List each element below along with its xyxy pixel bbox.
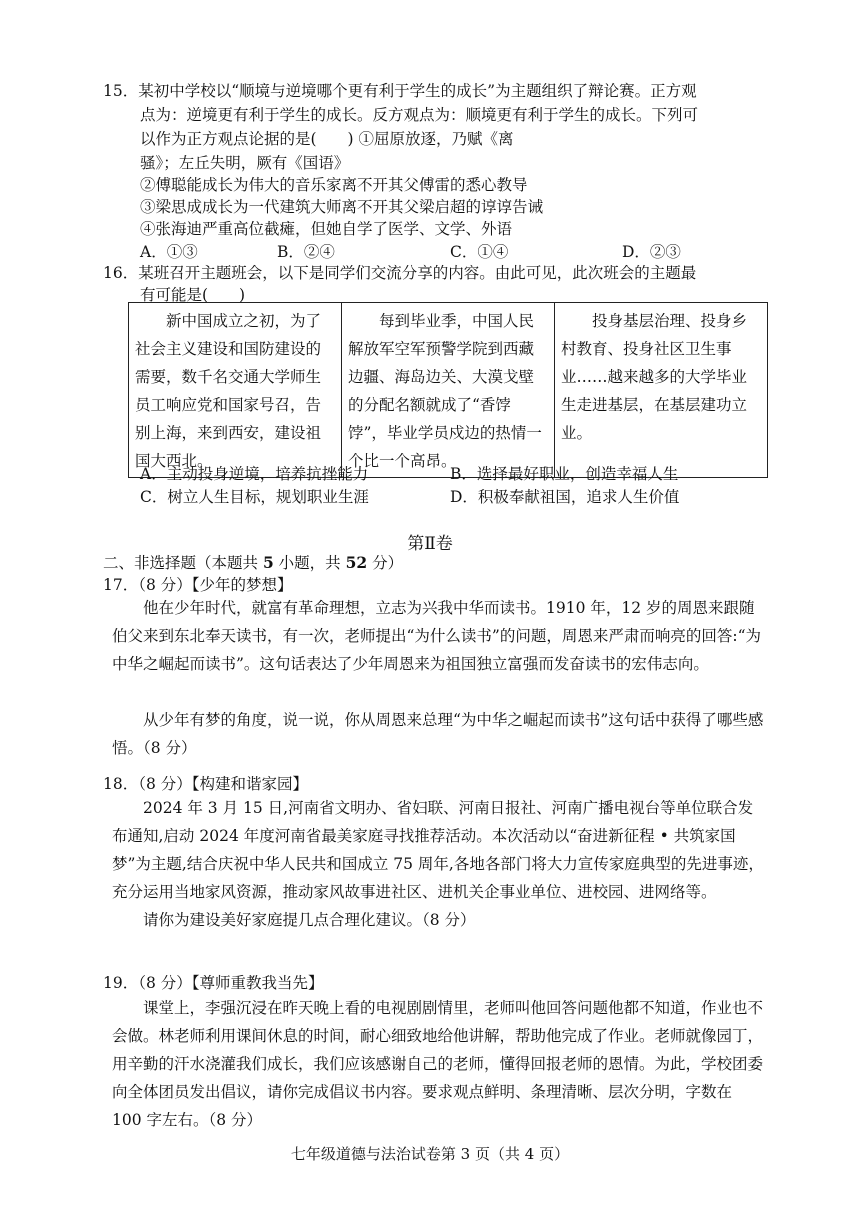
- q16-line1: 16．某班召开主题班会，以下是同学们交流分享的内容。由此可见，此次班会的主题最: [103, 264, 697, 282]
- q16-material-table: [128, 302, 768, 478]
- q15-line1: 15．某初中学校以“顺境与逆境哪个更有利于学生的成长”为主题组织了辩论赛。正方观: [103, 82, 697, 100]
- q15-line4: 骚》；左丘失明，厥有《国语》: [140, 154, 350, 172]
- q16-material-cell-1: 新中国成立之初，为了社会主义建设和国防建设的需要，数千名交通大学师生员工响应党和国家号召，告别上海，来到西安，建设祖国大西北。: [129, 303, 342, 478]
- section-question-count: 5: [262, 553, 274, 572]
- section-heading-c: 分）: [367, 554, 404, 572]
- q16-material-cell-3: 投身基层治理、投身乡村教育、投身社区卫生事业……越来越多的大学毕业生走进基层，在基层建功立业。: [555, 303, 768, 478]
- page-footer: 七年级道德与法治试卷第 3 页（共 4 页）: [290, 1145, 570, 1163]
- section-heading-b: 小题，共: [273, 554, 346, 572]
- q15-option-b[interactable]: B．②④: [277, 243, 335, 261]
- q16-option-c[interactable]: C．树立人生目标，规划职业生涯: [140, 488, 369, 506]
- q16-option-a[interactable]: A．主动投身逆境，培养抗挫能力: [140, 465, 369, 483]
- q15-line7: ④张海迪严重高位截瘫，但她自学了医学、文学、外语: [140, 220, 513, 238]
- q18-heading: 18．（8 分）【构建和谐家园】: [103, 775, 309, 793]
- section-total-score: 52: [345, 553, 368, 572]
- q18-paragraph-1: 2024 年 3 月 15 日,河南省文明办、省妇联、河南日报社、河南广播电视台等单位联合发布通知,启动 2024 年度河南省最美家庭寻找推荐活动。本次活动以“奋进新征程 • 共筑家国梦”为主题,结合庆祝中华人民共和国成立 75 周年,各地各部门将大力宣传家庭典型的先进事迹，充分运用当地家风资源，推动家风故事进社区、进机关企事业单位、进校园、进网络等。: [112, 799, 764, 901]
- q16-option-d[interactable]: D．积极奉献祖国，追求人生价值: [450, 488, 680, 506]
- q15-line2: 点为：逆境更有利于学生的成长。反方观点为：顺境更有利于学生的成长。下列可: [140, 106, 699, 124]
- q17-paragraph-1: 他在少年时代，就富有革命理想，立志为兴我中华而读书。1910 年，12 岁的周恩来跟随伯父来到东北奉天读书，有一次，老师提出“为什么读书”的问题，周恩来严肃而响亮的回答:“为中华之崛起而读书”。这句话表达了少年周恩来为祖国独立富强而发奋读书的宏伟志向。: [112, 599, 761, 673]
- q15-option-d[interactable]: D．②③: [622, 243, 681, 261]
- q16-option-b[interactable]: B．选择最好职业，创造幸福人生: [450, 465, 679, 483]
- q15-line3: 以作为正方观点论据的是( ) ①屈原放逐，乃赋《离: [140, 130, 514, 148]
- q17-heading: 17．（8 分）【少年的梦想】: [103, 576, 293, 594]
- q15-option-a[interactable]: A．①③: [140, 243, 198, 261]
- part2-title: 第Ⅱ卷: [407, 534, 453, 554]
- section-heading: [103, 552, 403, 574]
- section-heading-a: 二、非选择题（本题共: [103, 554, 263, 572]
- q15-option-c[interactable]: C．①④: [450, 243, 509, 261]
- q16-material-cell-2: 每到毕业季，中国人民解放军空军预警学院到西藏边疆、海岛边关、大漠戈壁的分配名额就成了“香饽饽”，毕业学员戍边的热情一个比一个高昂。: [342, 303, 555, 478]
- q16-line2: 有可能是( ): [140, 286, 246, 304]
- q18-prompt: 请你为建设美好家庭提几点合理化建议。（8 分）: [143, 911, 476, 929]
- q15-line5: ②傅聪能成长为伟大的音乐家离不开其父傅雷的悉心教导: [140, 176, 528, 194]
- q17-prompt: 从少年有梦的角度，说一说，你从周恩来总理“为中华之崛起而读书”这句话中获得了哪些感悟。（8 分）: [112, 711, 764, 757]
- q19-heading: 19．（8 分）【尊师重教我当先】: [103, 974, 324, 992]
- q15-line6: ③梁思成成长为一代建筑大师离不开其父梁启超的谆谆告诫: [140, 198, 544, 216]
- q19-paragraph-1: 课堂上，李强沉浸在昨天晚上看的电视剧剧情里，老师叫他回答问题他都不知道，作业也不会做。林老师利用课间休息的时间，耐心细致地给他讲解，帮助他完成了作业。老师就像园丁，用辛勤的汗水浇灌我们成长，我们应该感谢自己的老师，懂得回报老师的恩情。为此，学校团委向全体团员发出倡议，请你完成倡议书内容。要求观点鲜明、条理清晰、层次分明，字数在 100 字左右。（8 分）: [112, 999, 764, 1129]
